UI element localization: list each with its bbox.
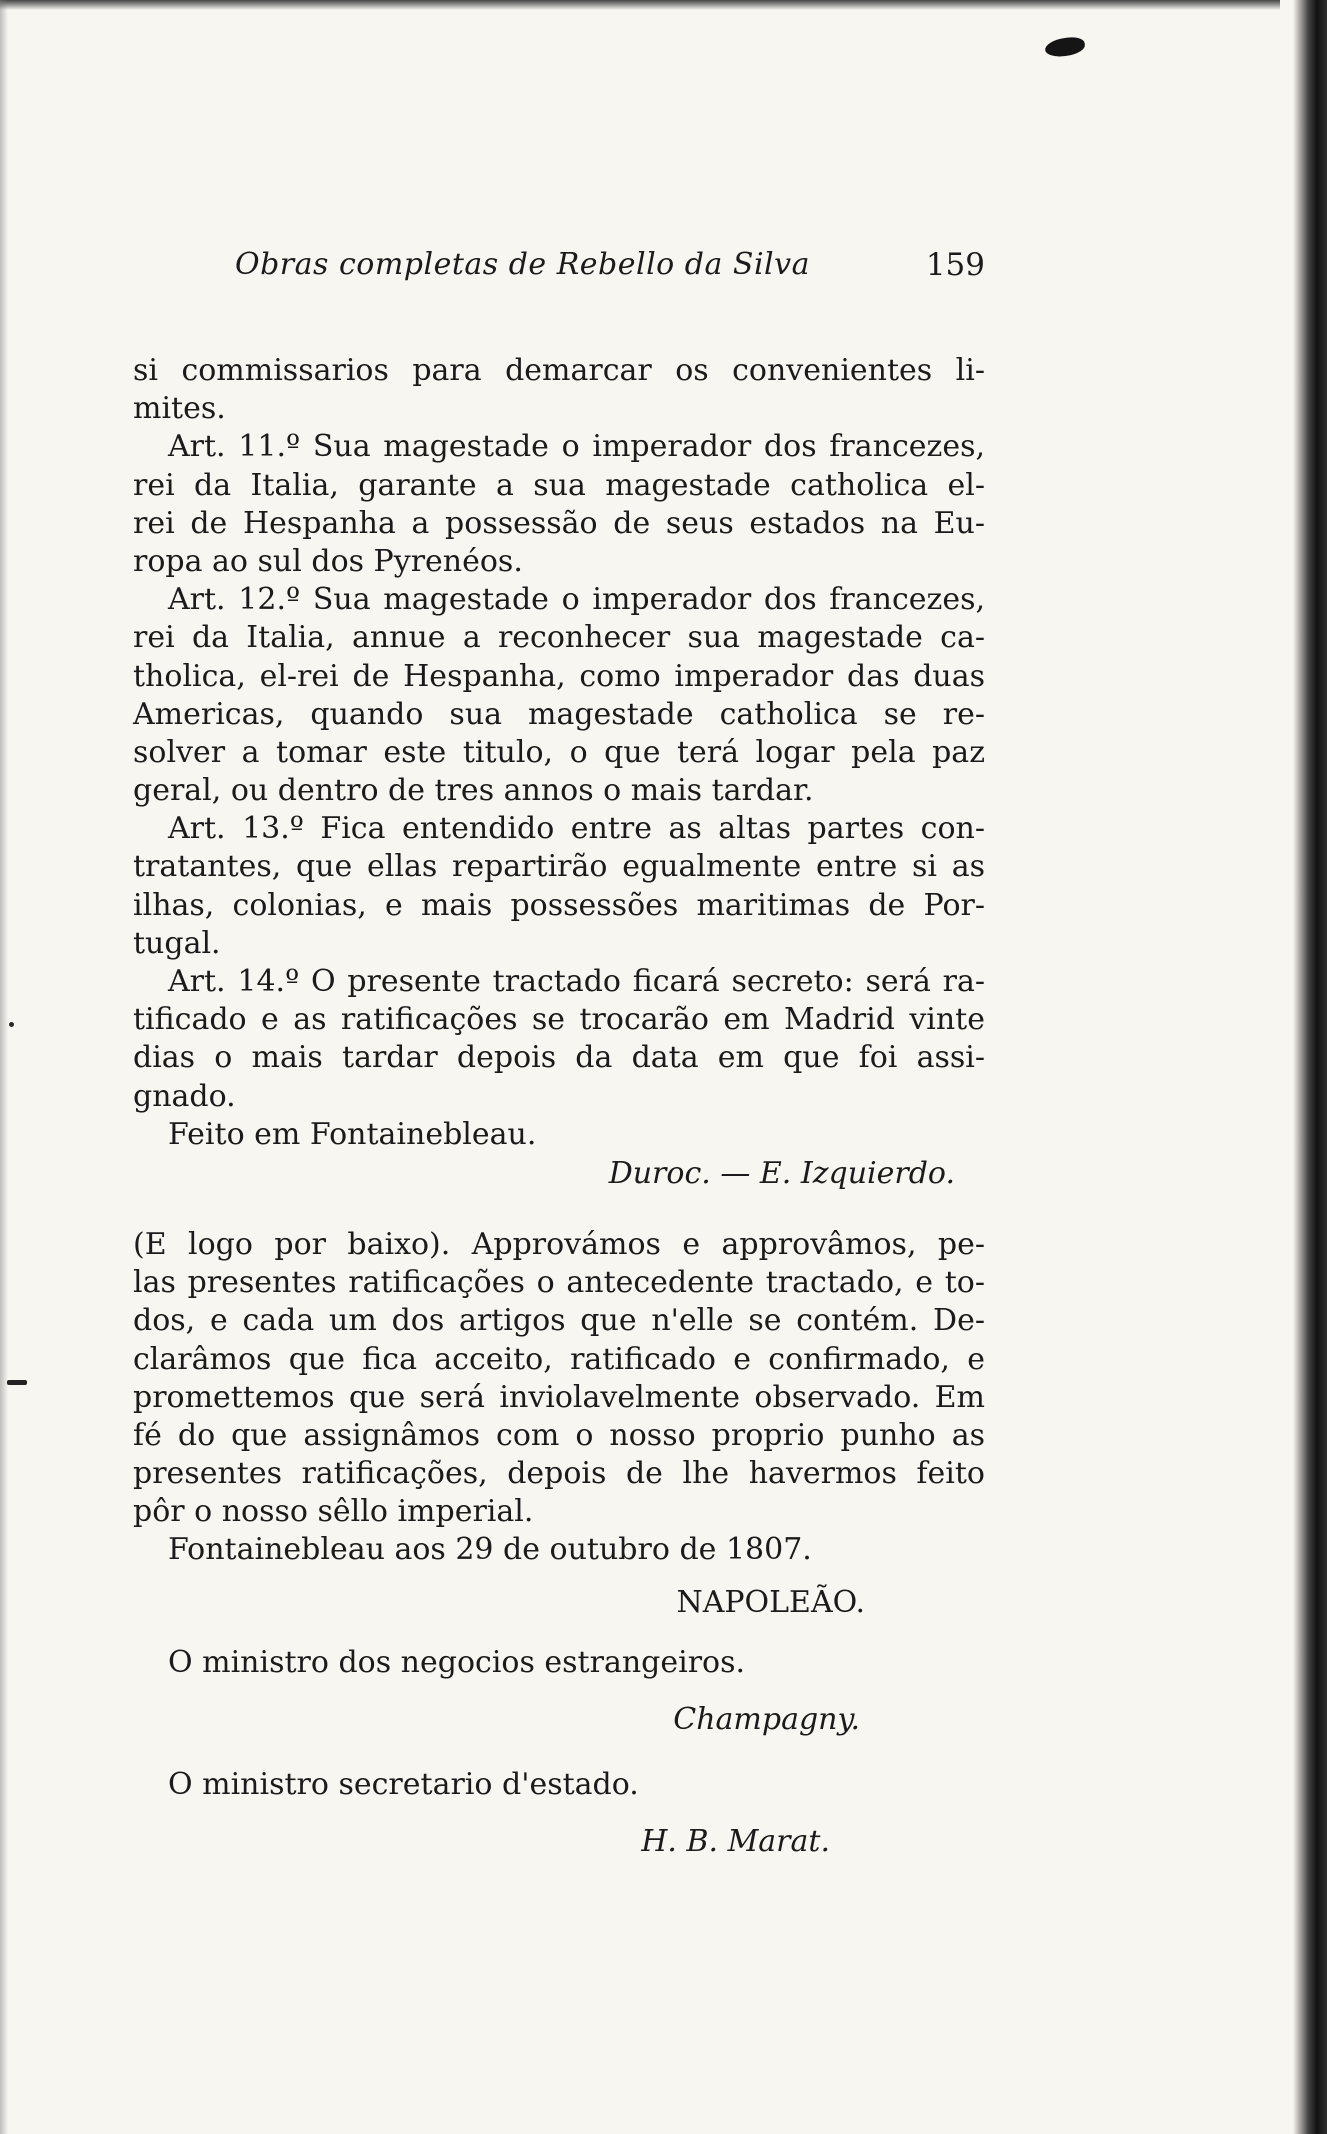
text-line: geral, ou dentro de tres annos o mais tardar. bbox=[133, 773, 814, 809]
text-line: presentes ratificações, depois de lhe havermos feito bbox=[133, 1456, 985, 1492]
text-line: si commissarios para demarcar os convenientes li- bbox=[133, 353, 985, 388]
text-line: tificado e as ratificações se trocarão em Madrid vinte bbox=[133, 1002, 985, 1038]
text-line: las presentes ratificações o antecedente tractado, e to- bbox=[133, 1265, 985, 1301]
spacer bbox=[133, 1624, 985, 1642]
page-binding-shadow bbox=[1293, 0, 1327, 2134]
ratification-paragraph bbox=[133, 1226, 985, 1532]
spacer bbox=[133, 1194, 985, 1226]
text-line: rei da Italia, garante a sua magestade catholica el- bbox=[133, 467, 985, 503]
signature-champagny: Champagny. bbox=[673, 1701, 860, 1737]
text-line: solver a tomar este titulo, o que terá logar pela paz bbox=[133, 734, 985, 770]
article-13 bbox=[133, 810, 985, 963]
text-line: rei da Italia, annue a reconhecer sua magestade ca- bbox=[133, 620, 985, 656]
minister-secretary-title: O ministro secretario d'estado. bbox=[168, 1766, 639, 1802]
running-header-title: Obras completas de Rebello da Silva bbox=[235, 247, 810, 282]
ink-blot-mark bbox=[1044, 35, 1086, 58]
text-line: rei de Hespanha a possessão de seus estados na Eu- bbox=[133, 505, 985, 541]
ratification-first-line: (E logo por baixo). Approvámos e approvâmos, pe- bbox=[133, 1226, 985, 1262]
text-line: gnado. bbox=[133, 1078, 236, 1114]
spacer bbox=[133, 1684, 985, 1700]
spacer bbox=[133, 1570, 985, 1582]
article-11-heading-line: Art. 11.º Sua magestade o imperador dos francezes, bbox=[168, 429, 985, 465]
date-line: Fontainebleau aos 29 de outubro de 1807. bbox=[168, 1532, 812, 1568]
text-line: mites. bbox=[133, 391, 226, 427]
text-line: tholica, el-rei de Hespanha, como imperador das duas bbox=[133, 658, 985, 694]
signature-maret: H. B. Marat. bbox=[641, 1823, 830, 1859]
signature-napoleon: NAPOLEÃO. bbox=[676, 1584, 865, 1620]
page-top-edge bbox=[0, 0, 1280, 10]
text-line: ropa ao sul dos Pyrenéos. bbox=[133, 543, 523, 579]
page-left-edge bbox=[0, 0, 8, 2134]
text-line: dias o mais tardar depois da data em que foi assi- bbox=[133, 1040, 985, 1076]
spacer bbox=[133, 1740, 985, 1764]
article-14-heading-line: Art. 14.º O presente tractado ficará secreto: será ra- bbox=[168, 964, 985, 999]
running-header bbox=[235, 247, 985, 287]
article-12 bbox=[133, 581, 985, 810]
text-line: promettemos que será inviolavelmente observado. Em bbox=[133, 1379, 985, 1415]
text-line: dos, e cada um dos artigos que n'elle se contém. De- bbox=[133, 1303, 985, 1339]
spacer bbox=[133, 1806, 985, 1822]
page-number: 159 bbox=[925, 247, 985, 283]
text-line: clarâmos que fica acceito, ratificado e confirmado, e bbox=[133, 1341, 985, 1377]
text-line: Americas, quando sua magestade catholica se re- bbox=[133, 696, 985, 732]
done-at-line: Feito em Fontainebleau. bbox=[168, 1116, 537, 1152]
margin-dot-mark bbox=[9, 1022, 14, 1027]
article-11 bbox=[133, 428, 985, 581]
minister-foreign-affairs-title: O ministro dos negocios estrangeiros. bbox=[168, 1644, 746, 1680]
article-13-heading-line: Art. 13.º Fica entendido entre as altas partes con- bbox=[168, 811, 985, 847]
page-body bbox=[133, 352, 985, 1862]
paragraph-continuation bbox=[133, 352, 985, 428]
text-line: tratantes, que ellas repartirão egualmente entre si as bbox=[133, 849, 985, 885]
text-line: fé do que assignâmos com o nosso proprio punho as bbox=[133, 1417, 985, 1453]
text-line: ilhas, colonias, e mais possessões maritimas de Por- bbox=[133, 887, 985, 923]
article-14 bbox=[133, 963, 985, 1116]
article-12-heading-line: Art. 12.º Sua magestade o imperador dos francezes, bbox=[168, 582, 985, 618]
margin-dash-mark bbox=[7, 1380, 27, 1385]
text-line: pôr o nosso sêllo imperial. bbox=[133, 1494, 534, 1530]
signatures-duroc-izquierdo: Duroc. — E. Izquierdo. bbox=[608, 1155, 955, 1191]
text-line: tugal. bbox=[133, 925, 221, 961]
